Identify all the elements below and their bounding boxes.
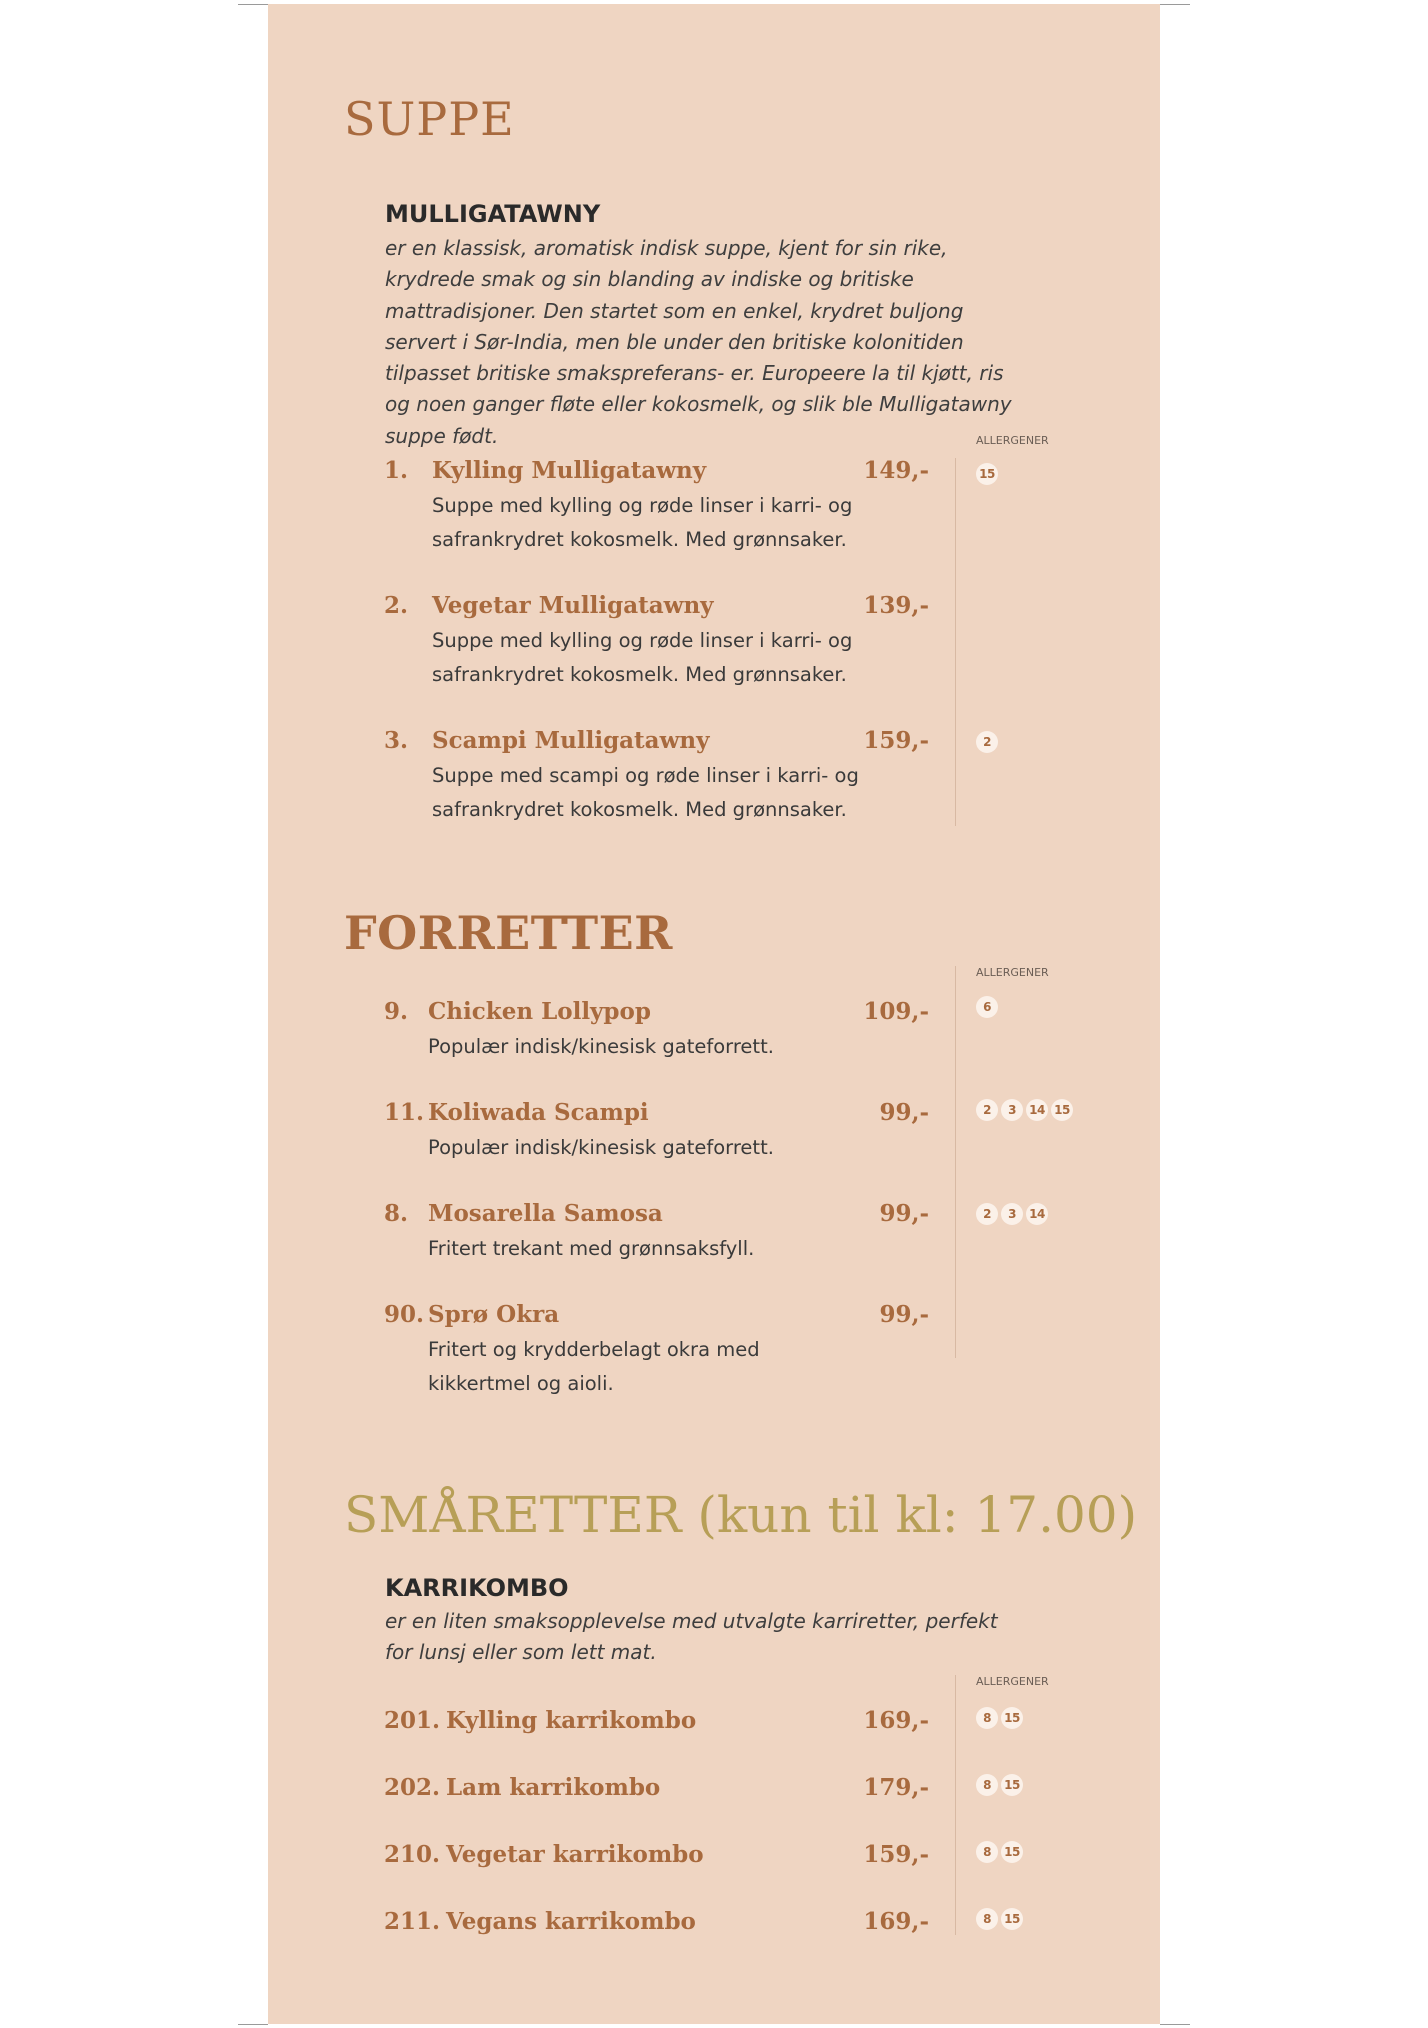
item-price: 179,- [863, 1774, 929, 1801]
item-price: 169,- [863, 1707, 929, 1734]
allergen-badge: 14 [1026, 1099, 1048, 1121]
item-number: 211. [384, 1908, 441, 1935]
item-name: Mosarella Samosa [428, 1200, 663, 1227]
item-description: Fritert trekant med grønnsaksfyll. [428, 1237, 755, 1260]
allergen-badge: 2 [976, 1099, 998, 1121]
crop-mark [1160, 4, 1190, 5]
section-heading-smaretter: SMÅRETTER (kun til kl: 17.00) [344, 1486, 1138, 1544]
item-name: Chicken Lollypop [428, 998, 651, 1025]
allergen-badge: 15 [1001, 1774, 1023, 1796]
item-price: 149,- [863, 457, 929, 484]
allergen-badge: 2 [976, 731, 998, 753]
item-description: Suppe med kylling og røde linser i karri- og safrankrydret kokosmelk. Med grønnsaker. [432, 494, 853, 551]
allergen-badge: 15 [1001, 1841, 1023, 1863]
allergen-badge: 8 [976, 1774, 998, 1796]
menu-item [384, 1772, 929, 1804]
allergen-badge: 8 [976, 1841, 998, 1863]
allergen-badges [976, 1908, 1023, 1930]
allergen-badges [976, 1841, 1023, 1863]
allergen-divider [955, 966, 956, 1358]
item-price: 159,- [863, 1841, 929, 1868]
allergen-label: ALLERGENER [976, 966, 1049, 979]
allergen-badges [976, 463, 998, 485]
allergen-badges [976, 731, 998, 753]
item-price: 169,- [863, 1908, 929, 1935]
allergen-label: ALLERGENER [976, 1675, 1049, 1688]
item-number: 201. [384, 1707, 441, 1734]
item-number: 210. [384, 1841, 441, 1868]
menu-item [384, 725, 929, 827]
item-price: 99,- [879, 1099, 929, 1126]
item-number: 8. [384, 1200, 409, 1227]
menu-item [384, 590, 929, 692]
allergen-badge: 15 [1001, 1908, 1023, 1930]
menu-item [384, 1198, 929, 1266]
allergen-label: ALLERGENER [976, 434, 1049, 447]
item-number: 1. [384, 457, 409, 484]
allergen-badge: 14 [1026, 1203, 1048, 1225]
allergen-divider [955, 1675, 956, 1935]
allergen-badge: 8 [976, 1908, 998, 1930]
item-name: Sprø Okra [428, 1301, 560, 1328]
karrikombo-intro: er en liten smaksopplevelse med utvalgte karriretter, perfekt for lunsj eller som lett mat. [385, 1609, 998, 1665]
allergen-badge: 15 [1051, 1099, 1073, 1121]
item-number: 90. [384, 1301, 425, 1328]
menu-item [384, 1705, 929, 1737]
item-price: 109,- [863, 998, 929, 1025]
item-name: Kylling Mulligatawny [432, 457, 707, 484]
allergen-badges [976, 1203, 1048, 1225]
allergen-badges [976, 1099, 1073, 1121]
item-name: Scampi Mulligatawny [432, 727, 710, 754]
menu-item [384, 1097, 929, 1165]
item-name: Vegetar Mulligatawny [432, 592, 714, 619]
item-description: Populær indisk/kinesisk gateforrett. [428, 1136, 774, 1159]
mulligatawny-intro: er en klassisk, aromatisk indisk suppe, kjent for sin rike, krydrede smak og sin blanding av indiske og britiske mattradisjoner. Den startet som en enkel, krydret buljong servert i Sør-India, men ble under den britiske kolonitiden tilpasset britiske smakspreferans- er. Europeere la til kjøtt, ris og noen ganger fløte eller kokosmelk, og slik ble Mulligatawny suppe født. [385, 236, 1012, 448]
item-description: Suppe med scampi og røde linser i karri- og safrankrydret kokosmelk. Med grønnsaker. [432, 764, 859, 821]
item-name: Koliwada Scampi [428, 1099, 649, 1126]
subsection-title-mulligatawny: MULLIGATAWNY [385, 200, 601, 228]
item-number: 202. [384, 1774, 441, 1801]
allergen-divider [955, 458, 956, 826]
menu-item [384, 1906, 929, 1938]
allergen-badge: 8 [976, 1707, 998, 1729]
allergen-badges [976, 996, 998, 1018]
crop-mark [238, 4, 268, 5]
allergen-badge: 15 [1001, 1707, 1023, 1729]
item-price: 139,- [863, 592, 929, 619]
menu-item [384, 455, 929, 557]
subsection-title-karrikombo: KARRIKOMBO [385, 1574, 569, 1602]
item-name: Vegetar karrikombo [446, 1841, 704, 1868]
item-number: 11. [384, 1099, 425, 1126]
item-number: 3. [384, 727, 409, 754]
allergen-badge: 15 [976, 463, 998, 485]
allergen-badge: 3 [1001, 1203, 1023, 1225]
item-description: Fritert og krydderbelagt okra med kikkertmel og aioli. [428, 1338, 760, 1395]
item-price: 159,- [863, 727, 929, 754]
crop-mark [238, 2024, 268, 2025]
section-heading-forretter: FORRETTER [344, 906, 673, 960]
item-number: 9. [384, 998, 409, 1025]
item-description: Populær indisk/kinesisk gateforrett. [428, 1035, 774, 1058]
menu-item [384, 1299, 929, 1401]
allergen-badge: 3 [1001, 1099, 1023, 1121]
allergen-badge: 2 [976, 1203, 998, 1225]
item-name: Lam karrikombo [446, 1774, 661, 1801]
menu-item [384, 996, 929, 1064]
allergen-badge: 6 [976, 996, 998, 1018]
item-description: Suppe med kylling og røde linser i karri- og safrankrydret kokosmelk. Med grønnsaker. [432, 629, 853, 686]
allergen-badges [976, 1707, 1023, 1729]
crop-mark [1160, 2024, 1190, 2025]
item-number: 2. [384, 592, 409, 619]
menu-item [384, 1839, 929, 1871]
allergen-badges [976, 1774, 1023, 1796]
item-price: 99,- [879, 1200, 929, 1227]
section-heading-suppe: SUPPE [344, 92, 515, 146]
item-name: Kylling karrikombo [446, 1707, 697, 1734]
item-name: Vegans karrikombo [446, 1908, 696, 1935]
item-price: 99,- [879, 1301, 929, 1328]
